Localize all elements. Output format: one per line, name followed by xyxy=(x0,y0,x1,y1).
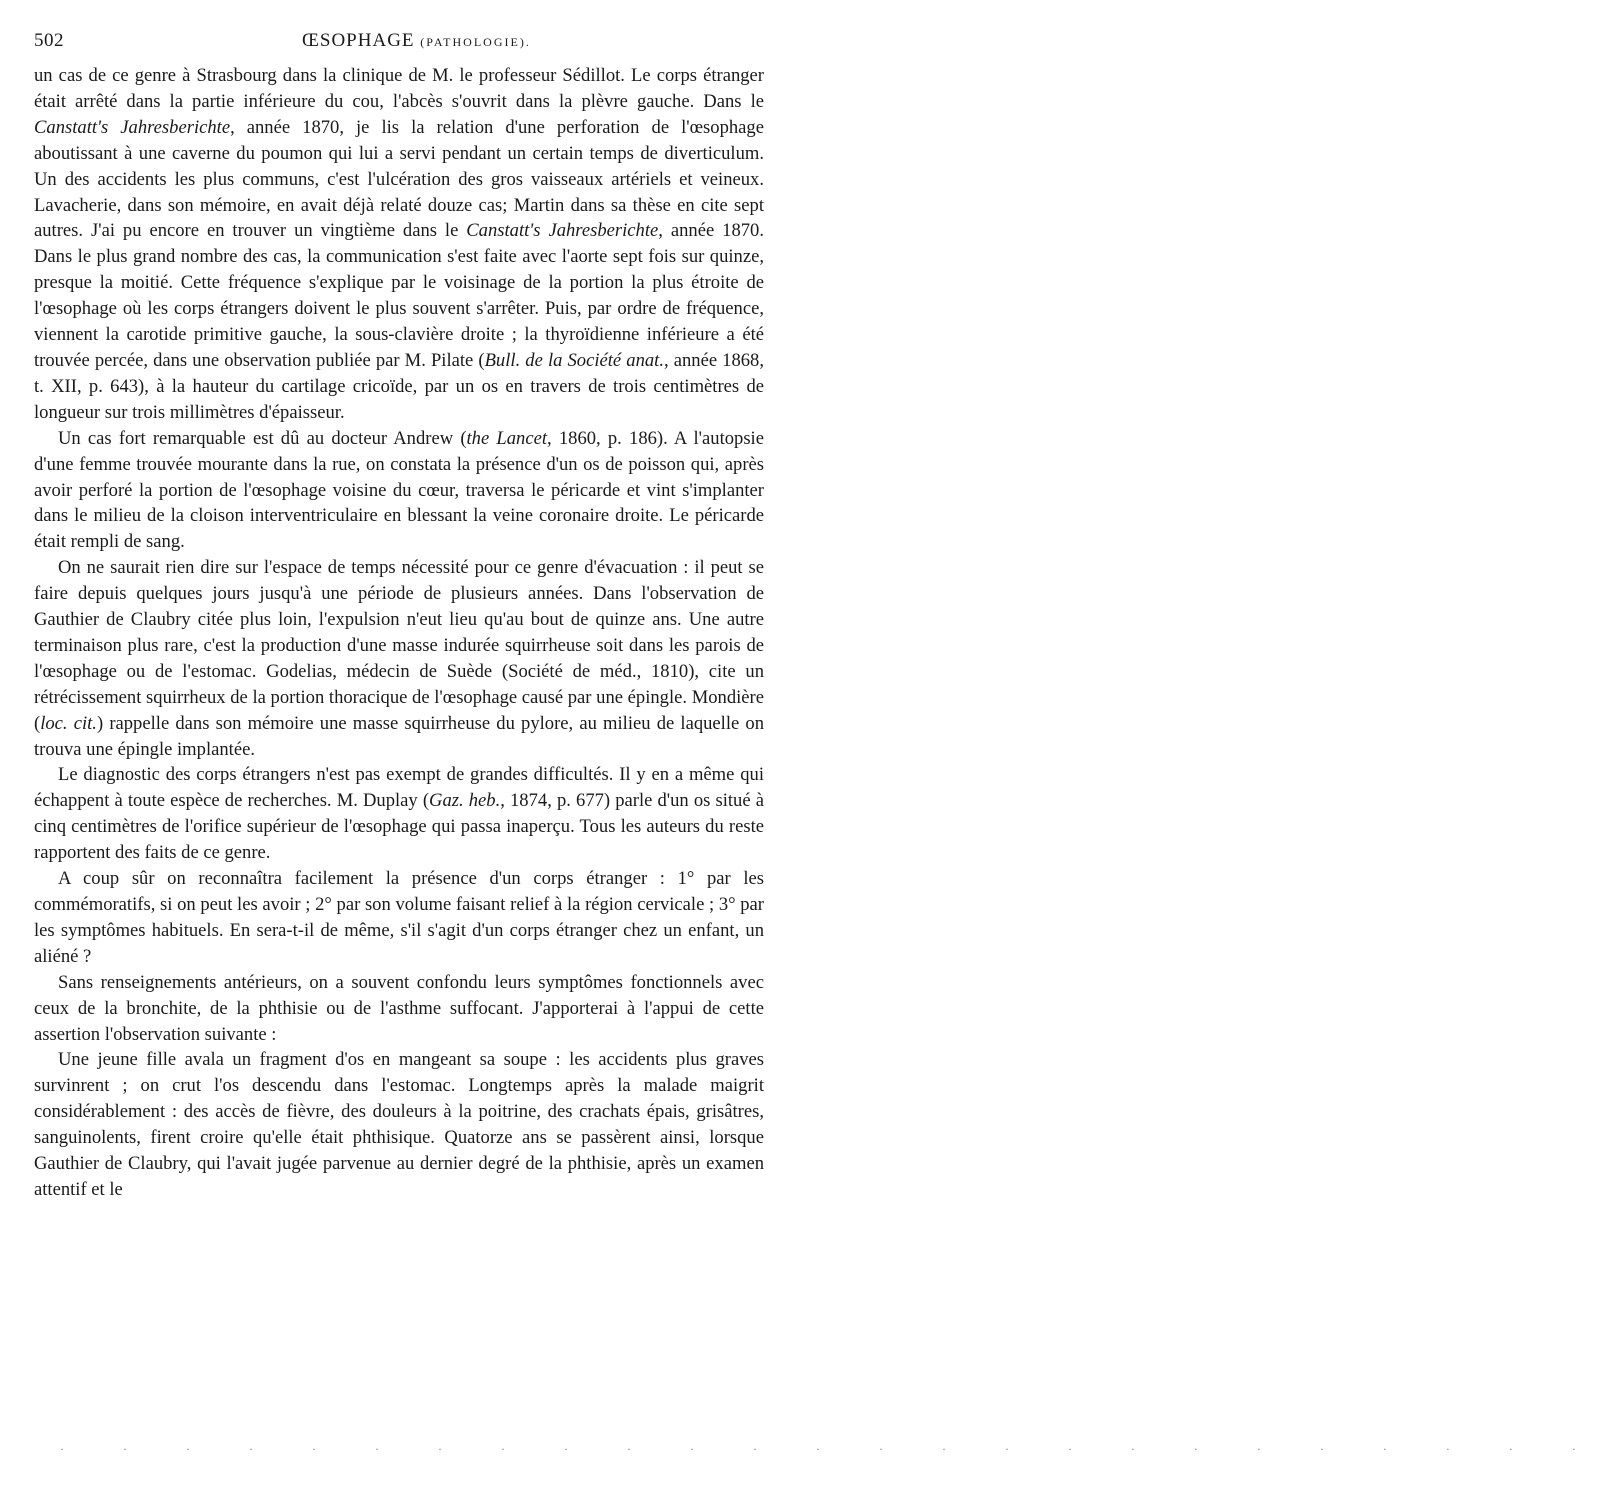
text-run: A coup sûr on reconnaîtra facilement la présence d'un corps étranger : 1° par les commémoratifs, si on peut les avoir ; 2° par son volume faisant relief à la région cervicale ; 3° par les symptômes habituels. En sera-t-il de même, s'il s'agit d'un corps étranger chez un enfant, un aliéné ? xyxy=(34,868,764,967)
paragraph xyxy=(34,866,764,970)
paragraph xyxy=(34,63,764,426)
text-run: , 1860, p. 186). A l'autopsie d'une femme trouvée mourante dans la rue, on constata la présence d'un os de poisson qui, après avoir perforé la portion de l'œsophage voisine du cœur, traversa le péricarde et vint s'implanter dans le milieu de la cloison interventriculaire en blessant la veine coronaire droite. Le péricarde était rempli de sang. xyxy=(34,427,764,553)
running-title-sub: (PATHOLOGIE). xyxy=(420,35,531,49)
italic-citation: the Lancet xyxy=(466,427,548,449)
page-bottom-specks: · · · · · · · · · · · · · · · · · · · · · · · · · xyxy=(60,1442,1604,1456)
running-title-main: ŒSOPHAGE xyxy=(302,30,415,51)
italic-citation: loc. cit. xyxy=(40,712,97,734)
italic-citation: Canstatt's Jahresberichte xyxy=(466,220,659,242)
text-run: un cas de ce genre à Strasbourg dans la clinique de M. le professeur Sédillot. Le corps étranger était arrêté dans la partie inférieure du cou, l'abcès s'ouvrit dans la plèvre gauche. Dans le xyxy=(34,65,764,112)
text-run: On ne saurait rien dire sur l'espace de temps nécessité pour ce genre d'évacuation : il peut se faire depuis quelques jours jusqu'à une période de plusieurs années. Dans l'observation de Gauthier de Claubry citée plus loin, l'expulsion n'eut lieu qu'au bout de quinze ans. Une autre terminaison plus rare, c'est la production d'une masse indurée squirrheuse soit dans les parois de l'œsophage ou de l'estomac. Godelias, médecin de Suède (Société de méd., 1810), cite un rétrécissement squirrheux de la portion thoracique de l'œsophage causé par une épingle. Mondière ( xyxy=(34,557,764,734)
italic-citation: Canstatt's Jahresberichte xyxy=(34,116,231,138)
text-run: , année 1870. Dans le plus grand nombre des cas, la communication s'est faite avec l'aorte sept fois sur quinze, presque la moitié. Cette fréquence s'explique par le voisinage de la portion la plus étroite de l'œsophage où les corps étrangers doivent le plus souvent s'arrêter. Puis, par ordre de fréquence, viennent la carotide primitive gauche, la sous-clavière droite ; la thyroïdienne inférieure a été trouvée percée, dans une observation publiée par M. Pilate ( xyxy=(34,220,764,371)
text-run: Une jeune fille avala un fragment d'os en mangeant sa soupe : les accidents plus graves survinrent ; on crut l'os descendu dans l'estomac. Longtemps après la malade maigrit considérablement : des accès de fièvre, des douleurs à la poitrine, des crachats épais, grisâtres, sanguinolents, firent croire qu'elle était phthisique. Quatorze ans se passèrent ainsi, lorsque Gauthier de Claubry, qui l'avait jugée parvenue au dernier degré de la phthisie, après un examen attentif et le xyxy=(34,1049,764,1200)
paragraph xyxy=(34,426,764,556)
text-run: Le diagnostic des corps étrangers n'est pas exempt de grandes difficultés. Il y en a même qui échappent à toute espèce de recherches. M. Duplay ( xyxy=(34,764,764,812)
text-run: , année 1868, t. XII, p. 643), à la hauteur du cartilage cricoïde, par un os en travers de trois centimètres de longueur sur trois millimètres d'épaisseur. xyxy=(34,349,764,423)
italic-citation: Bull. de la Société anat. xyxy=(484,349,664,371)
paragraph xyxy=(34,555,764,762)
page-number: 502 xyxy=(34,30,64,51)
text-run: Un cas fort remarquable est dû au docteur Andrew ( xyxy=(58,427,467,449)
text-run: Sans renseignements antérieurs, on a souvent confondu leurs symptômes fonctionnels avec ceux de la bronchite, de la phthisie ou de l'asthme suffocant. J'apporterai à l'appui de cette assertion l'observation suivante : xyxy=(34,971,764,1045)
italic-citation: Gaz. heb. xyxy=(429,790,501,812)
text-run: , 1874, p. 677) parle d'un os situé à cinq centimètres de l'orifice supérieur de l'œsophage qui passa inaperçu. Tous les auteurs du reste rapportent des faits de ce genre. xyxy=(34,790,764,864)
paragraph xyxy=(34,970,764,1048)
paragraph xyxy=(34,1047,764,1202)
running-header xyxy=(34,30,760,60)
text-run: , année 1870, je lis la relation d'une perforation de l'œsophage aboutissant à une caverne du poumon qui lui a servi pendant un certain temps de diverticulum. Un des accidents les plus communs, c'est l'ulcération des gros vaisseaux artériels et veineux. Lavacherie, dans son mémoire, en avait déjà relaté douze cas; Martin dans sa thèse en cite sept autres. J'ai pu encore en trouver un vingtième dans le xyxy=(34,116,764,242)
body-text xyxy=(34,63,764,1203)
text-run: ) rappelle dans son mémoire une masse squirrheuse du pylore, au milieu de laquelle on trouva une épingle implantée. xyxy=(34,712,764,760)
paragraph xyxy=(34,762,764,866)
running-title xyxy=(302,30,531,52)
